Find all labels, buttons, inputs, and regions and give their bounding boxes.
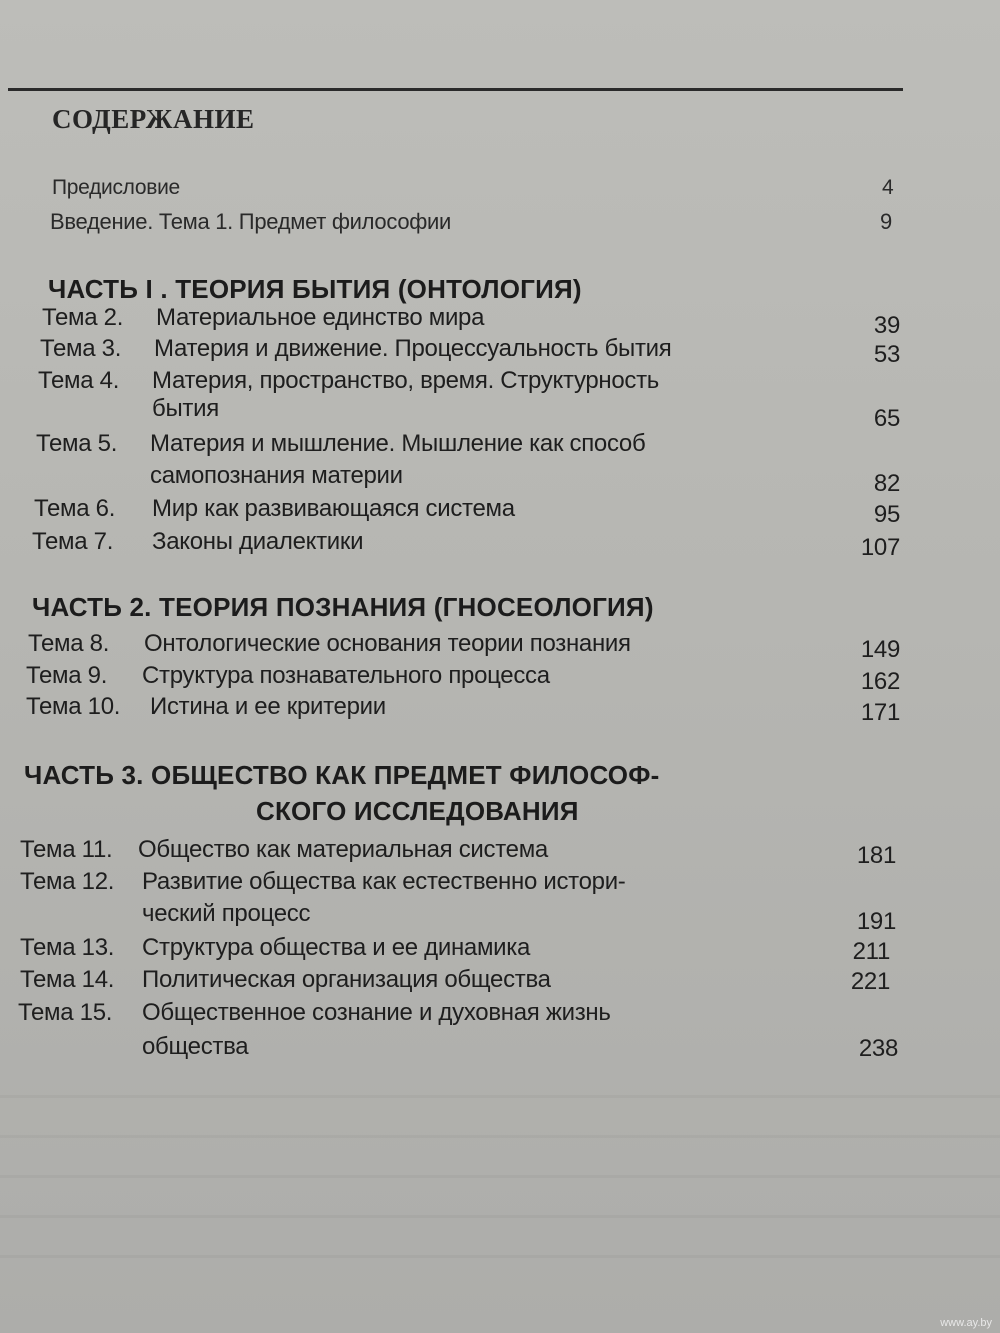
show-through-line xyxy=(0,1135,1000,1138)
topic-title: Материальное единство мира xyxy=(156,304,485,331)
topic-title: Общество как материальная система xyxy=(138,836,548,863)
topic-number: Тема 2. xyxy=(42,304,124,331)
topic-page: 221 xyxy=(850,968,890,995)
topic-title-continued: ческий процесс xyxy=(142,900,311,927)
topic-page: 181 xyxy=(856,842,896,869)
topic-title: Материя и движение. Процессуальность бытия xyxy=(154,335,672,362)
topic-page: 107 xyxy=(860,534,900,561)
entry-title: Предисловие xyxy=(52,176,180,199)
topic-number: Тема 13. xyxy=(20,934,115,961)
topic-number: Тема 12. xyxy=(20,868,115,895)
topic-number: Тема 14. xyxy=(20,966,115,993)
part-3-title-continued: СКОГО ИССЛЕДОВАНИЯ xyxy=(256,796,579,826)
topic-number: Тема 11. xyxy=(20,836,113,863)
topic-title: Развитие общества как естественно истори- xyxy=(142,868,626,895)
topic-title: Истина и ее критерии xyxy=(150,693,386,720)
topic-title: Политическая организация общества xyxy=(142,966,551,993)
topic-title: Мир как развивающаяся система xyxy=(152,495,515,522)
topic-page: 211 xyxy=(852,938,890,965)
topic-number: Тема 8. xyxy=(28,630,110,657)
topic-page: 95 xyxy=(873,501,900,528)
contents-heading: СОДЕРЖАНИЕ xyxy=(52,104,255,134)
topic-page: 65 xyxy=(873,405,900,432)
toc-entry-introduction xyxy=(50,209,910,235)
part-2-title: ЧАСТЬ 2. ТЕОРИЯ ПОЗНАНИЯ (ГНОСЕОЛОГИЯ) xyxy=(32,592,654,622)
topic-title: Общественное сознание и духовная жизнь xyxy=(142,999,611,1026)
topic-number: Тема 6. xyxy=(34,495,116,522)
show-through-line xyxy=(0,1095,1000,1098)
topic-title: Материя, пространство, время. Структурность xyxy=(152,367,660,394)
show-through-line xyxy=(0,1215,1000,1218)
topic-number: Тема 5. xyxy=(36,430,118,457)
topic-title-continued: бытия xyxy=(152,395,219,422)
topic-number: Тема 9. xyxy=(26,662,108,689)
topic-number: Тема 3. xyxy=(40,335,122,362)
toc-entry-preface xyxy=(52,176,912,200)
topic-page: 82 xyxy=(873,470,900,497)
topic-title-continued: самопознания материи xyxy=(150,462,403,489)
topic-page: 238 xyxy=(858,1035,898,1062)
watermark: www.ay.by xyxy=(940,1317,992,1329)
part-3-title: ЧАСТЬ 3. ОБЩЕСТВО КАК ПРЕДМЕТ ФИЛОСОФ- xyxy=(24,760,660,790)
entry-title: Введение. Тема 1. Предмет философии xyxy=(50,209,452,234)
topic-title: Онтологические основания теории познания xyxy=(144,630,631,657)
topic-number: Тема 10. xyxy=(26,693,121,720)
topic-page: 39 xyxy=(873,312,900,339)
entry-page: 4 xyxy=(882,176,894,199)
part-1-title: ЧАСТЬ І . ТЕОРИЯ БЫТИЯ (ОНТОЛОГИЯ) xyxy=(48,274,582,304)
topic-page: 162 xyxy=(860,668,900,695)
topic-page: 191 xyxy=(856,908,896,935)
top-rule xyxy=(8,88,903,91)
topic-page: 171 xyxy=(860,699,900,726)
show-through-line xyxy=(0,1175,1000,1178)
topic-title: Структура познавательного процесса xyxy=(142,662,550,689)
topic-title: Материя и мышление. Мышление как способ xyxy=(150,430,646,457)
show-through-line xyxy=(0,1255,1000,1258)
topic-title: Законы диалектики xyxy=(152,528,364,555)
topic-number: Тема 15. xyxy=(18,999,113,1026)
entry-page: 9 xyxy=(880,209,892,234)
topic-title-continued: общества xyxy=(142,1033,249,1060)
topic-number: Тема 7. xyxy=(32,528,114,555)
topic-number: Тема 4. xyxy=(38,367,120,394)
topic-page: 53 xyxy=(873,341,900,368)
topic-page: 149 xyxy=(860,636,900,663)
topic-title: Структура общества и ее динамика xyxy=(142,934,531,961)
